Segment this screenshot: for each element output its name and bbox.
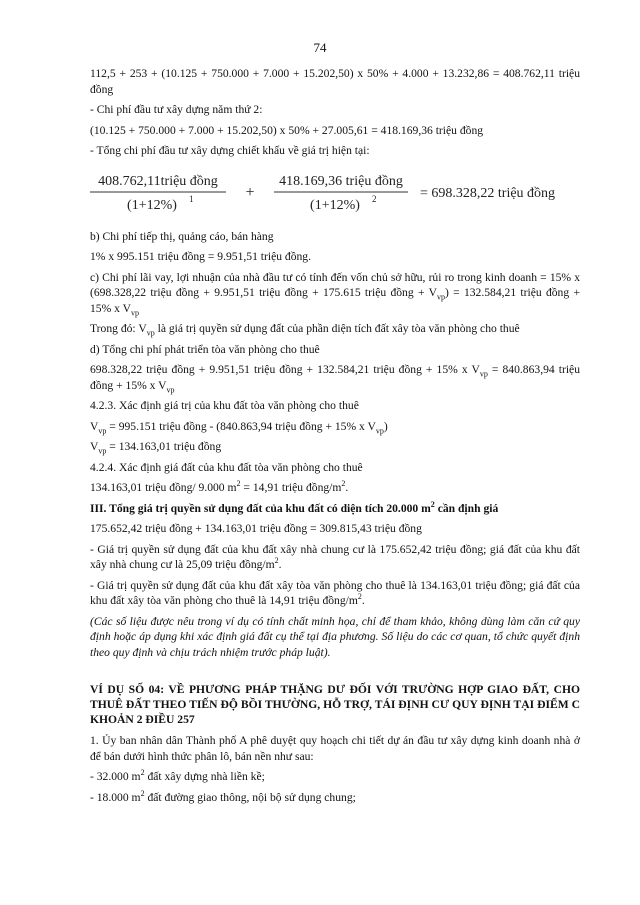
section-423-heading: 4.2.3. Xác định giá trị của khu đất tòa văn phòng cho thuê [90,399,359,412]
paragraph-discount-label: - Tổng chi phí đầu tư xây dựng chiết khấu về giá trị hiện tại: [90,144,370,157]
list-item-townhouse-land: - 32.000 $m^2$ đất xây dựng nhà liền kề; [90,768,265,783]
paragraph-year2-label: - Chi phí đầu tư xây dựng năm thứ 2: [90,103,263,116]
paragraph-year1-cost: 112,5 + 253 + (10.125 + 750.000 + 7.000 + 15.202,50) x 50% + 4.000 + 13.232,86 = 408.762,11 triệu đồng [90,67,580,96]
fraction1-exponent: 1 [189,193,194,204]
fraction1-numerator: 408.762,11triệu đồng [98,173,218,189]
discount-formula-svg [90,167,580,217]
paragraph-office-land: - Giá trị quyền sử dụng đất của khu đất xây tòa văn phòng cho thuê là 134.163,01 triệu đồng; giá đất của khu đất xây tòa văn phòng cho thuê là 14,91 triệu đồng/$m^2$. [90,578,580,607]
discount-formula [90,167,580,217]
formula-result: = 698.328,22 triệu đồng [420,185,556,201]
paragraph-marketing-cost: 1% x 995.151 triệu đồng = 9.951,51 triệu đồng. [90,250,312,263]
paragraph-d-heading: d) Tổng chi phí phát triển tòa văn phòng cho thuê [90,342,320,356]
formula-plus: + [245,183,255,201]
paragraph-apartment-land: - Giá trị quyền sử dụng đất của khu đất xây nhà chung cư là 175.652,42 triệu đồng; giá đất của khu đất xây nhà chung cư là 25,09 triệu đồng/$m^2$. [90,542,580,571]
paragraph-vvp-definition: Trong đó: $V_{vp}$ là giá trị quyền sử dụng đất của phần diện tích đất xây tòa văn phòng cho thuê [90,322,520,338]
list-item-road-land: - 18.000 $m^2$ đất đường giao thông, nội bộ sử dụng chung; [90,788,356,804]
section-iii-heading: III. Tổng giá trị quyền sử dụng đất của khu đất có diện tích 20.000 $m^2$ cần định giá [90,499,499,515]
paragraph-total-value: 175.652,42 triệu đồng + 134.163,01 triệu đồng = 309.815,43 triệu đồng [90,522,422,535]
fraction1-denominator: (1+12%) [127,197,177,213]
paragraph-year2-cost: (10.125 + 750.000 + 7.000 + 15.202,50) x 50% + 27.005,61 = 418.169,36 triệu đồng [90,123,484,137]
fraction2-denominator: (1+12%) [310,197,360,213]
section-424-heading: 4.2.4. Xác định giá đất của khu đất tòa văn phòng cho thuê [90,460,363,474]
paragraph-vvp-result: $V_{vp} = 134.163,01$ triệu đồng [90,440,222,456]
paragraph-example-intro: 1. Ủy ban nhân dân Thành phố A phê duyệt quy hoạch chi tiết dự án đầu tư xây dựng kinh doanh nhà ở để bán dưới hình thức phân lô, bán nền như sau: [90,734,580,763]
fraction2-numerator: 418.169,36 triệu đồng [279,173,403,189]
paragraph-b-heading: b) Chi phí tiếp thị, quảng cáo, bán hàng [90,229,274,243]
paragraph-total-dev-cost: 698.328,22 triệu đồng + 9.951,51 triệu đồng + 132.584,21 triệu đồng + 15% x $V_{vp} = 840.863,94$ triệu đồng + 15% x $V_{vp}$ [90,363,580,394]
page-body [90,66,580,810]
example-04-heading: VÍ DỤ SỐ 04: VỀ PHƯƠNG PHÁP THẶNG DƯ ĐỐI VỚI TRƯỜNG HỢP GIAO ĐẤT, CHO THUÊ ĐẤT THEO TIẾN ĐỘ BỒI THƯỜNG, HỖ TRỢ, TÁI ĐỊNH CƯ QUY ĐỊNH TẠI ĐIỂM C KHOẢN 2 ĐIỀU 257 [90,683,580,726]
fraction2-exponent: 2 [372,193,377,204]
paragraph-disclaimer: (Các số liệu được nêu trong ví dụ có tính chất minh họa, chỉ để tham khảo, không dùng làm căn cứ quy định hoặc áp dụng khi xác định giá đất cụ thể tại địa phương. Số liệu do các cơ quan, tổ chức quyết định theo quy định và chịu trách nhiệm trước pháp luật). [90,614,580,659]
paragraph-land-price: 134.163,01 triệu đồng/ 9.000 $m^2 = 14,91$ triệu đồng/$m^2$. [90,479,349,494]
page-number: 74 [313,40,327,55]
paragraph-vvp-equation: $V_{vp} = 995.151$ triệu đồng - (840.863,94 triệu đồng + 15% x $V_{vp}$) [90,419,388,435]
paragraph-c-interest: c) Chi phí lãi vay, lợi nhuận của nhà đầu tư có tính đến vốn chủ sở hữu, rủi ro trong kinh doanh = 15% x (698.328,22 triệu đồng + 9.951,51 triệu đồng + 175.615 triệu đồng + $V_{vp}) = 132.584,21$ triệu đồng + 15% x $V_{vp}$ [90,270,580,317]
